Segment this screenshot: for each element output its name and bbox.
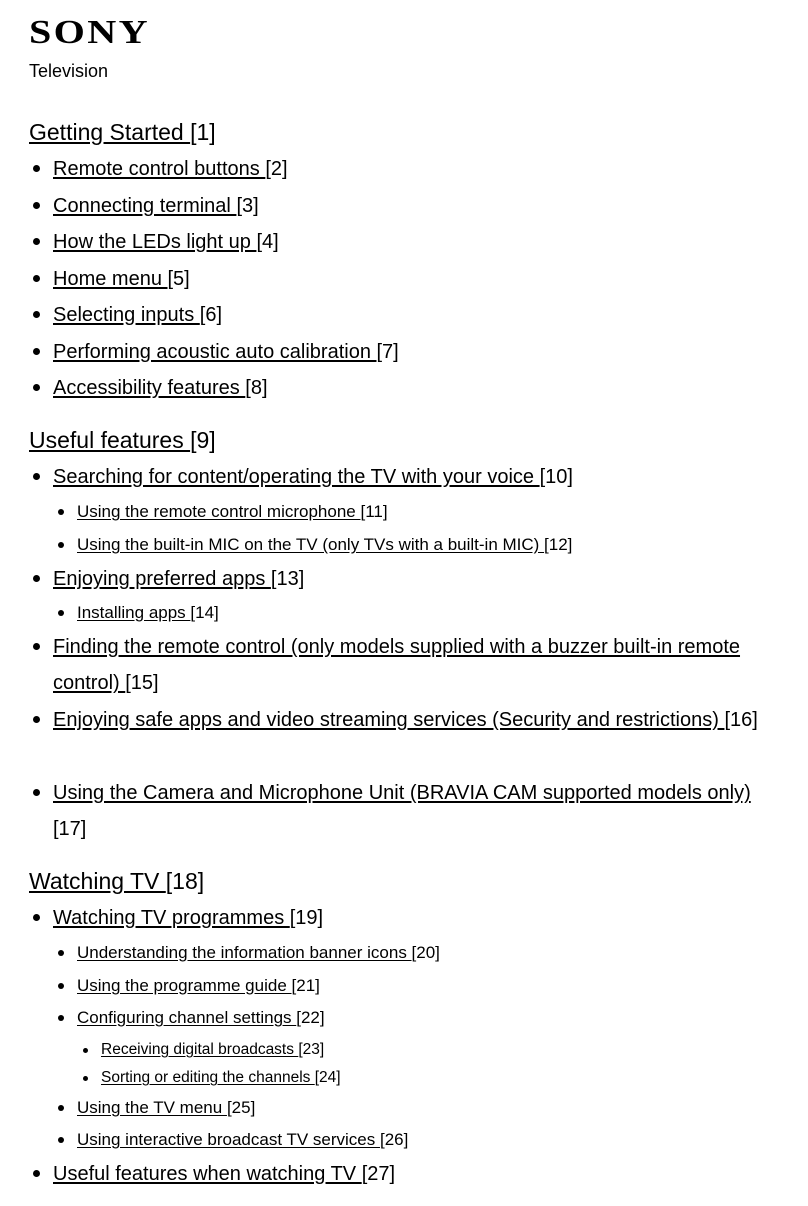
toc-item xyxy=(53,261,190,297)
page-number: [1] xyxy=(190,119,216,145)
toc-item xyxy=(53,1156,395,1192)
page-number: [24] xyxy=(314,1069,341,1086)
bullet-icon xyxy=(33,914,40,921)
toc-link[interactable]: Enjoying preferred apps xyxy=(53,568,271,590)
bullet-icon xyxy=(33,716,40,723)
page-number: [5] xyxy=(167,268,190,290)
toc-item xyxy=(53,775,753,847)
page-number: [7] xyxy=(376,341,399,363)
bullet-icon xyxy=(83,1076,88,1081)
toc-link[interactable]: Home menu xyxy=(53,268,168,290)
bullet-icon xyxy=(33,643,40,650)
page-number: [25] xyxy=(226,1098,256,1117)
toc-link[interactable]: Useful features when watching TV xyxy=(53,1163,362,1185)
toc-subitem xyxy=(77,602,219,624)
toc-link[interactable]: Enjoying safe apps and video streaming services (Security and restrictions) xyxy=(53,709,725,731)
toc-link[interactable]: Receiving digital broadcasts xyxy=(101,1041,299,1058)
page-number: [14] xyxy=(190,603,219,622)
page-number: [18] xyxy=(165,868,205,894)
toc-subitem xyxy=(77,1007,325,1029)
toc-item xyxy=(53,334,399,370)
toc-subsubitem xyxy=(101,1040,324,1060)
toc-link[interactable]: Connecting terminal xyxy=(53,195,237,217)
toc-link[interactable]: Installing apps xyxy=(77,603,191,622)
page-number: [11] xyxy=(360,502,388,521)
toc-link[interactable]: Using the remote control microphone xyxy=(77,502,361,521)
page-number: [8] xyxy=(245,377,268,399)
toc-link[interactable]: Finding the remote control (only models supplied with a buzzer built-in remote control) xyxy=(53,636,741,694)
toc-item xyxy=(53,188,259,224)
bullet-icon xyxy=(58,610,64,616)
toc-link[interactable]: Using the Camera and Microphone Unit (BRAVIA CAM supported models only) xyxy=(53,782,751,804)
toc-link[interactable]: Watching TV programmes xyxy=(53,907,290,929)
toc-link[interactable]: Sorting or editing the channels xyxy=(101,1069,315,1086)
toc-link[interactable]: Using interactive broadcast TV services xyxy=(77,1130,380,1149)
page-number: [16] xyxy=(724,709,758,731)
toc-item xyxy=(53,629,783,701)
bullet-icon xyxy=(58,509,64,515)
toc-link[interactable]: Searching for content/operating the TV with your voice xyxy=(53,466,540,488)
toc-item xyxy=(53,459,573,495)
toc-subitem xyxy=(77,534,572,556)
page-number: [13] xyxy=(270,568,305,590)
toc-item xyxy=(53,224,279,260)
section-heading-watching-tv xyxy=(29,867,204,895)
section-link[interactable]: Useful features xyxy=(29,427,191,453)
page-number: [26] xyxy=(379,1130,409,1149)
page-number: [23] xyxy=(298,1041,325,1058)
bullet-icon xyxy=(33,311,40,318)
bullet-icon xyxy=(58,1105,64,1111)
bullet-icon xyxy=(33,1170,40,1177)
page-number: [3] xyxy=(236,195,259,217)
toc-link[interactable]: Using the TV menu xyxy=(77,1098,227,1117)
bullet-icon xyxy=(58,1015,64,1021)
toc-link[interactable]: How the LEDs light up xyxy=(53,231,257,253)
bullet-icon xyxy=(83,1048,88,1053)
bullet-icon xyxy=(33,789,40,796)
toc-item xyxy=(53,370,268,406)
page-number: [27] xyxy=(361,1163,396,1185)
toc-link[interactable]: Accessibility features xyxy=(53,377,246,399)
bullet-icon xyxy=(58,950,64,956)
toc-item xyxy=(53,297,222,333)
toc-link[interactable]: Understanding the information banner icons xyxy=(77,943,412,962)
page-number: [10] xyxy=(539,466,573,488)
toc-link[interactable]: Selecting inputs xyxy=(53,304,200,326)
toc-item xyxy=(53,151,288,187)
toc-item xyxy=(53,702,768,738)
bullet-icon xyxy=(33,165,40,172)
bullet-icon xyxy=(58,542,64,548)
bullet-icon xyxy=(33,384,40,391)
bullet-icon xyxy=(33,575,40,582)
page-number: [12] xyxy=(544,535,573,554)
toc-subitem xyxy=(77,501,388,523)
page-number: [17] xyxy=(53,818,87,840)
page-number: [21] xyxy=(291,976,320,995)
page-number: [2] xyxy=(265,158,288,180)
page-number: [9] xyxy=(190,427,216,453)
bullet-icon xyxy=(58,983,64,989)
bullet-icon xyxy=(58,1137,64,1143)
toc-item xyxy=(53,561,304,597)
toc-subsubitem xyxy=(101,1068,341,1088)
page-number: [20] xyxy=(411,943,440,962)
bullet-icon xyxy=(33,202,40,209)
toc-subitem xyxy=(77,1129,408,1151)
section-heading-getting-started xyxy=(29,118,216,146)
bullet-icon xyxy=(33,473,40,480)
section-link[interactable]: Watching TV xyxy=(29,868,166,894)
bullet-icon xyxy=(33,238,40,245)
toc-link[interactable]: Remote control buttons xyxy=(53,158,266,180)
bullet-icon xyxy=(33,348,40,355)
toc-link[interactable]: Using the built-in MIC on the TV (only TVs with a built-in MIC) xyxy=(77,535,545,554)
toc-link[interactable]: Configuring channel settings xyxy=(77,1008,297,1027)
page-number: [6] xyxy=(199,304,223,326)
toc-subitem xyxy=(77,975,320,997)
toc-link[interactable]: Performing acoustic auto calibration xyxy=(53,341,377,363)
section-link[interactable]: Getting Started xyxy=(29,119,191,145)
toc-item xyxy=(53,900,323,936)
page-number: [22] xyxy=(296,1008,325,1027)
page-number: [4] xyxy=(256,231,279,253)
bullet-icon xyxy=(33,275,40,282)
page-number: [15] xyxy=(125,672,159,694)
toc-subitem xyxy=(77,1097,255,1119)
toc-link[interactable]: Using the programme guide xyxy=(77,976,292,995)
toc-subitem xyxy=(77,942,440,964)
sony-logo: SONY xyxy=(29,14,150,51)
section-heading-useful-features xyxy=(29,426,216,454)
product-name: Television xyxy=(29,61,109,81)
page-number: [19] xyxy=(289,907,324,929)
